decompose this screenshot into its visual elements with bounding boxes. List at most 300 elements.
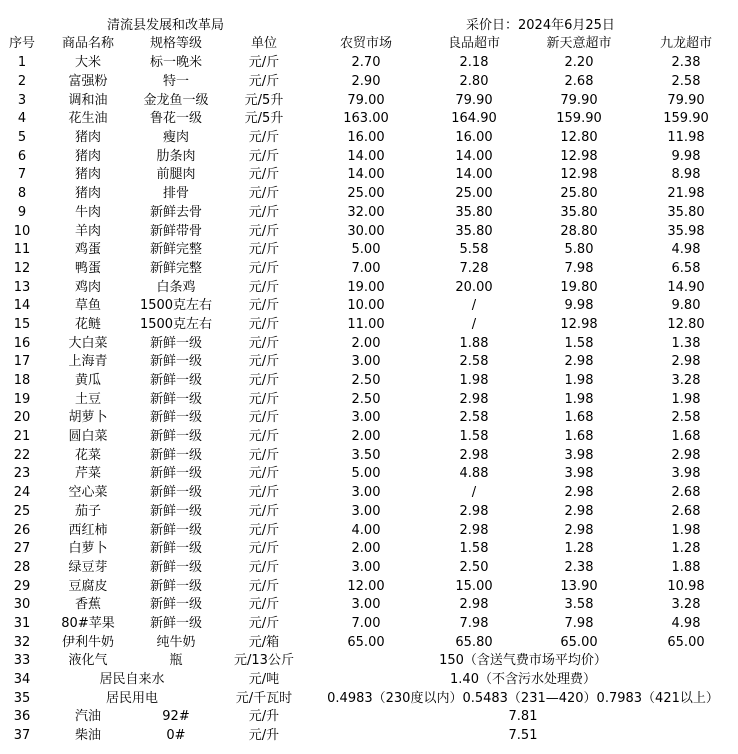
table-row <box>0 503 738 522</box>
table-row <box>0 91 738 110</box>
cell-xintianyi: 2.98 <box>564 354 594 370</box>
cell-unit: 元/吨 <box>248 672 280 688</box>
cell-unit: 元/斤 <box>248 167 280 183</box>
cell-spec: 排骨 <box>162 186 189 202</box>
cell-no: 17 <box>13 354 31 370</box>
cell-spec: 瘦肉 <box>162 130 189 146</box>
cell-xintianyi: 1.28 <box>564 541 594 557</box>
cell-jiulong: 2.58 <box>671 74 701 90</box>
table-row <box>0 521 738 540</box>
cell-no: 24 <box>13 485 31 501</box>
cell-no: 19 <box>13 391 31 407</box>
cell-spec: 新鲜一级 <box>149 615 202 631</box>
table-row <box>0 129 738 148</box>
cell-liangpin: / <box>471 298 477 314</box>
cell-name: 上海青 <box>68 354 108 370</box>
cell-spec: 肋条肉 <box>156 148 196 164</box>
cell-jiulong: 1.68 <box>671 429 701 445</box>
cell-liangpin: 20.00 <box>455 279 493 295</box>
cell-no: 30 <box>13 597 31 613</box>
cell-unit: 元/斤 <box>248 223 280 239</box>
cell-spec: 新鲜一级 <box>149 335 202 351</box>
cell-no: 1 <box>17 55 27 71</box>
cell-spec: 新鲜一级 <box>149 597 202 613</box>
cell-jiulong: 9.80 <box>671 298 701 314</box>
cell-farmers-market: 5.00 <box>351 466 381 482</box>
cell-farmers-market: 11.00 <box>347 316 385 332</box>
cell-xintianyi: 159.90 <box>556 111 602 127</box>
cell-liangpin: 2.98 <box>459 391 489 407</box>
cell-no: 27 <box>13 541 31 557</box>
cell-xintianyi: 19.80 <box>560 279 598 295</box>
table-row <box>0 147 738 166</box>
cell-liangpin: 2.98 <box>459 597 489 613</box>
cell-jiulong: 11.98 <box>667 130 705 146</box>
cell-farmers-market: 3.50 <box>351 447 381 463</box>
cell-xintianyi: 2.98 <box>564 503 594 519</box>
cell-name: 黄瓜 <box>74 373 101 389</box>
table-row <box>0 353 738 372</box>
cell-jiulong: 35.98 <box>667 223 705 239</box>
cell-farmers-market: 2.70 <box>351 55 381 71</box>
cell-xintianyi: 12.80 <box>560 130 598 146</box>
cell-farmers-market: 2.00 <box>351 429 381 445</box>
cell-unit: 元/升 <box>248 709 280 725</box>
cell-liangpin: / <box>471 485 477 501</box>
cell-spec: 新鲜完整 <box>149 242 202 258</box>
cell-unit: 元/13公斤 <box>234 653 294 669</box>
table-row-power <box>0 689 738 708</box>
cell-name: 大白菜 <box>68 335 108 351</box>
cell-jiulong: 2.98 <box>671 447 701 463</box>
table-row <box>0 222 738 241</box>
cell-liangpin: 2.98 <box>459 522 489 538</box>
cell-spec: 特一 <box>162 74 189 90</box>
cell-xintianyi: 3.98 <box>564 447 594 463</box>
cell-name: 调和油 <box>68 92 108 108</box>
cell-liangpin: 2.98 <box>459 503 489 519</box>
col-header-name: 商品名称 <box>61 36 114 51</box>
cell-xintianyi: 5.80 <box>564 242 594 258</box>
cell-liangpin: / <box>471 316 477 332</box>
cell-xintianyi: 2.98 <box>564 485 594 501</box>
cell-unit: 元/斤 <box>248 186 280 202</box>
table-row <box>0 577 738 596</box>
cell-xintianyi: 3.58 <box>564 597 594 613</box>
cell-jiulong: 3.28 <box>671 373 701 389</box>
cell-unit: 元/斤 <box>248 578 280 594</box>
cell-unit: 元/千瓦时 <box>235 690 293 706</box>
cell-farmers-market: 4.00 <box>351 522 381 538</box>
cell-jiulong: 3.98 <box>671 466 701 482</box>
cell-no: 21 <box>13 429 31 445</box>
table-row <box>0 633 738 652</box>
cell-farmers-market: 2.90 <box>351 74 381 90</box>
cell-jiulong: 1.28 <box>671 541 701 557</box>
table-row <box>0 185 738 204</box>
cell-xintianyi: 1.98 <box>564 391 594 407</box>
cell-name: 鸡肉 <box>74 279 101 295</box>
table-row <box>0 390 738 409</box>
cell-name: 白萝卜 <box>68 541 108 557</box>
cell-unit: 元/5升 <box>244 92 284 108</box>
cell-price-merged: 7.51 <box>508 728 538 744</box>
cell-no: 12 <box>13 260 31 276</box>
cell-jiulong: 1.38 <box>671 335 701 351</box>
cell-unit: 元/斤 <box>248 279 280 295</box>
cell-jiulong: 2.58 <box>671 410 701 426</box>
cell-liangpin: 2.18 <box>459 55 489 71</box>
cell-spec: 新鲜一级 <box>149 429 202 445</box>
cell-xintianyi: 28.80 <box>560 223 598 239</box>
cell-spec: 1500克左右 <box>139 298 213 314</box>
cell-xintianyi: 1.98 <box>564 373 594 389</box>
cell-spec: 新鲜完整 <box>149 260 202 276</box>
cell-no: 25 <box>13 503 31 519</box>
cell-xintianyi: 7.98 <box>564 615 594 631</box>
cell-name: 80#苹果 <box>61 615 115 631</box>
cell-no: 29 <box>13 578 31 594</box>
cell-unit: 元/斤 <box>248 447 280 463</box>
price-table <box>0 34 738 745</box>
cell-name: 土豆 <box>74 391 101 407</box>
cell-farmers-market: 163.00 <box>343 111 389 127</box>
cell-price-merged: 1.40（不含污水处理费） <box>450 672 596 688</box>
cell-unit: 元/斤 <box>248 503 280 519</box>
cell-jiulong: 14.90 <box>667 279 705 295</box>
cell-xintianyi: 9.98 <box>564 298 594 314</box>
cell-farmers-market: 16.00 <box>347 130 385 146</box>
header-row <box>0 34 738 54</box>
table-row <box>0 409 738 428</box>
cell-unit: 元/升 <box>248 728 280 744</box>
cell-spec: 新鲜一级 <box>149 559 202 575</box>
cell-jiulong: 3.28 <box>671 597 701 613</box>
cell-no: 6 <box>17 148 27 164</box>
cell-xintianyi: 79.90 <box>560 92 598 108</box>
table-row <box>0 54 738 73</box>
cell-liangpin: 2.50 <box>459 559 489 575</box>
cell-liangpin: 164.90 <box>451 111 497 127</box>
cell-name: 猪肉 <box>74 130 101 146</box>
cell-liangpin: 65.80 <box>455 634 493 650</box>
cell-spec: 新鲜一级 <box>149 485 202 501</box>
col-header-jiulong: 九龙超市 <box>659 36 712 51</box>
cell-xintianyi: 2.20 <box>564 55 594 71</box>
cell-jiulong: 159.90 <box>663 111 709 127</box>
cell-spec: 白条鸡 <box>156 279 196 295</box>
cell-name: 花鲢 <box>74 316 101 332</box>
table-row <box>0 559 738 578</box>
cell-spec: 新鲜一级 <box>149 373 202 389</box>
cell-unit: 元/斤 <box>248 74 280 90</box>
cell-no: 23 <box>13 466 31 482</box>
cell-farmers-market: 25.00 <box>347 186 385 202</box>
cell-name: 牛肉 <box>74 204 101 220</box>
cell-spec: 新鲜一级 <box>149 391 202 407</box>
cell-spec: 纯牛奶 <box>156 634 196 650</box>
cell-jiulong: 65.00 <box>667 634 705 650</box>
table-row-diesel <box>0 727 738 746</box>
cell-liangpin: 1.88 <box>459 335 489 351</box>
cell-xintianyi: 1.68 <box>564 410 594 426</box>
cell-no: 33 <box>13 653 31 669</box>
cell-no: 18 <box>13 373 31 389</box>
cell-no: 26 <box>13 522 31 538</box>
cell-no: 35 <box>13 690 31 706</box>
cell-name: 豆腐皮 <box>68 578 108 594</box>
cell-unit: 元/斤 <box>248 55 280 71</box>
cell-jiulong: 9.98 <box>671 148 701 164</box>
cell-spec: 新鲜一级 <box>149 466 202 482</box>
cell-xintianyi: 35.80 <box>560 204 598 220</box>
table-row <box>0 260 738 279</box>
cell-liangpin: 1.58 <box>459 541 489 557</box>
table-body <box>0 54 738 745</box>
cell-name: 富强粉 <box>68 74 108 90</box>
cell-jiulong: 10.98 <box>667 578 705 594</box>
cell-spec: 新鲜一级 <box>149 522 202 538</box>
cell-farmers-market: 2.50 <box>351 391 381 407</box>
table-row <box>0 334 738 353</box>
cell-liangpin: 14.00 <box>455 148 493 164</box>
cell-farmers-market: 3.00 <box>351 354 381 370</box>
col-header-unit: 单位 <box>250 36 277 51</box>
cell-name: 鸭蛋 <box>74 260 101 276</box>
cell-no: 14 <box>13 298 31 314</box>
cell-xintianyi: 1.58 <box>564 335 594 351</box>
cell-spec: 1500克左右 <box>139 316 213 332</box>
cell-jiulong: 4.98 <box>671 615 701 631</box>
cell-unit: 元/斤 <box>248 597 280 613</box>
cell-xintianyi: 1.68 <box>564 429 594 445</box>
cell-price-merged: 7.81 <box>508 709 538 725</box>
cell-farmers-market: 3.00 <box>351 559 381 575</box>
cell-unit: 元/斤 <box>248 260 280 276</box>
cell-unit: 元/斤 <box>248 429 280 445</box>
cell-jiulong: 2.68 <box>671 485 701 501</box>
cell-spec: 瓶 <box>169 653 183 669</box>
cell-unit: 元/斤 <box>248 410 280 426</box>
cell-farmers-market: 30.00 <box>347 223 385 239</box>
cell-name: 空心菜 <box>68 485 108 501</box>
table-row <box>0 596 738 615</box>
cell-no: 15 <box>13 316 31 332</box>
table-row <box>0 110 738 129</box>
cell-jiulong: 8.98 <box>671 167 701 183</box>
cell-farmers-market: 32.00 <box>347 204 385 220</box>
cell-liangpin: 79.90 <box>455 92 493 108</box>
table-row <box>0 615 738 634</box>
cell-no: 20 <box>13 410 31 426</box>
cell-unit: 元/斤 <box>248 298 280 314</box>
cell-name: 茄子 <box>74 503 101 519</box>
cell-spec: 新鲜一级 <box>149 503 202 519</box>
cell-farmers-market: 3.00 <box>351 597 381 613</box>
cell-liangpin: 2.58 <box>459 354 489 370</box>
cell-unit: 元/斤 <box>248 316 280 332</box>
cell-no: 32 <box>13 634 31 650</box>
table-row-lpg <box>0 652 738 671</box>
cell-xintianyi: 2.68 <box>564 74 594 90</box>
cell-jiulong: 1.98 <box>671 522 701 538</box>
cell-xintianyi: 65.00 <box>560 634 598 650</box>
cell-farmers-market: 2.50 <box>351 373 381 389</box>
cell-name: 鸡蛋 <box>74 242 101 258</box>
table-row <box>0 484 738 503</box>
cell-price-merged: 150（含送气费市场平均价） <box>439 653 607 669</box>
cell-name: 猪肉 <box>74 167 101 183</box>
cell-no: 11 <box>13 242 31 258</box>
cell-no: 28 <box>13 559 31 575</box>
cell-jiulong: 35.80 <box>667 204 705 220</box>
cell-farmers-market: 7.00 <box>351 260 381 276</box>
table-row <box>0 372 738 391</box>
cell-xintianyi: 25.80 <box>560 186 598 202</box>
cell-spec: 新鲜一级 <box>149 578 202 594</box>
cell-spec: 标一晚米 <box>149 55 202 71</box>
cell-liangpin: 2.58 <box>459 410 489 426</box>
cell-liangpin: 35.80 <box>455 223 493 239</box>
cell-farmers-market: 19.00 <box>347 279 385 295</box>
cell-spec: 新鲜带骨 <box>149 223 202 239</box>
cell-no: 9 <box>17 204 27 220</box>
cell-liangpin: 4.88 <box>459 466 489 482</box>
cell-liangpin: 7.98 <box>459 615 489 631</box>
cell-liangpin: 15.00 <box>455 578 493 594</box>
cell-name: 汽油 <box>74 709 101 725</box>
table-row <box>0 166 738 185</box>
cell-spec: 0# <box>166 728 186 744</box>
cell-liangpin: 2.80 <box>459 74 489 90</box>
survey-date: 采价日：2024年6月25日 <box>466 18 615 33</box>
cell-name: 居民自来水 <box>99 672 165 688</box>
cell-jiulong: 2.98 <box>671 354 701 370</box>
cell-unit: 元/斤 <box>248 391 280 407</box>
cell-unit: 元/斤 <box>248 148 280 164</box>
cell-spec: 前腿肉 <box>156 167 196 183</box>
table-row <box>0 241 738 260</box>
cell-jiulong: 1.88 <box>671 559 701 575</box>
cell-farmers-market: 10.00 <box>347 298 385 314</box>
cell-name: 羊肉 <box>74 223 101 239</box>
cell-unit: 元/斤 <box>248 204 280 220</box>
cell-no: 31 <box>13 615 31 631</box>
cell-no: 36 <box>13 709 31 725</box>
cell-name: 柴油 <box>74 728 101 744</box>
cell-unit: 元/斤 <box>248 615 280 631</box>
cell-no: 34 <box>13 672 31 688</box>
cell-unit: 元/斤 <box>248 466 280 482</box>
col-header-xintianyi: 新天意超市 <box>546 36 612 51</box>
cell-name: 居民用电 <box>105 690 158 706</box>
table-row <box>0 278 738 297</box>
cell-name: 西红柿 <box>68 522 108 538</box>
cell-name: 花菜 <box>74 447 101 463</box>
cell-name: 花生油 <box>68 111 108 127</box>
cell-liangpin: 1.98 <box>459 373 489 389</box>
cell-liangpin: 35.80 <box>455 204 493 220</box>
cell-farmers-market: 79.00 <box>347 92 385 108</box>
cell-name: 绿豆芽 <box>68 559 108 575</box>
cell-farmers-market: 3.00 <box>351 485 381 501</box>
table-row <box>0 540 738 559</box>
cell-xintianyi: 12.98 <box>560 167 598 183</box>
col-header-liangpin: 良品超市 <box>447 36 500 51</box>
cell-unit: 元/斤 <box>248 130 280 146</box>
table-row <box>0 297 738 316</box>
cell-xintianyi: 2.38 <box>564 559 594 575</box>
cell-unit: 元/斤 <box>248 522 280 538</box>
cell-spec: 鲁花一级 <box>149 111 202 127</box>
cell-liangpin: 16.00 <box>455 130 493 146</box>
col-header-no: 序号 <box>8 36 35 51</box>
cell-xintianyi: 2.98 <box>564 522 594 538</box>
cell-no: 37 <box>13 728 31 744</box>
cell-farmers-market: 3.00 <box>351 503 381 519</box>
cell-name: 猪肉 <box>74 186 101 202</box>
cell-jiulong: 21.98 <box>667 186 705 202</box>
cell-spec: 新鲜一级 <box>149 354 202 370</box>
table-row <box>0 316 738 335</box>
cell-spec: 新鲜一级 <box>149 541 202 557</box>
cell-no: 4 <box>17 111 27 127</box>
table-row <box>0 446 738 465</box>
cell-jiulong: 1.98 <box>671 391 701 407</box>
cell-no: 8 <box>17 186 27 202</box>
cell-farmers-market: 14.00 <box>347 167 385 183</box>
cell-unit: 元/斤 <box>248 373 280 389</box>
cell-name: 液化气 <box>68 653 108 669</box>
cell-xintianyi: 7.98 <box>564 260 594 276</box>
table-row-water <box>0 671 738 690</box>
cell-unit: 元/斤 <box>248 354 280 370</box>
cell-unit: 元/斤 <box>248 242 280 258</box>
cell-no: 2 <box>17 74 27 90</box>
cell-no: 10 <box>13 223 31 239</box>
cell-jiulong: 2.68 <box>671 503 701 519</box>
cell-farmers-market: 2.00 <box>351 541 381 557</box>
cell-jiulong: 4.98 <box>671 242 701 258</box>
cell-liangpin: 1.58 <box>459 429 489 445</box>
cell-jiulong: 6.58 <box>671 260 701 276</box>
cell-farmers-market: 65.00 <box>347 634 385 650</box>
cell-farmers-market: 3.00 <box>351 410 381 426</box>
cell-no: 16 <box>13 335 31 351</box>
col-header-farmers-market: 农贸市场 <box>339 36 392 51</box>
cell-xintianyi: 12.98 <box>560 148 598 164</box>
cell-unit: 元/斤 <box>248 541 280 557</box>
cell-spec: 新鲜一级 <box>149 447 202 463</box>
cell-unit: 元/斤 <box>248 559 280 575</box>
cell-liangpin: 7.28 <box>459 260 489 276</box>
cell-liangpin: 25.00 <box>455 186 493 202</box>
cell-name: 芹菜 <box>74 466 101 482</box>
cell-spec: 金龙鱼一级 <box>143 92 209 108</box>
cell-name: 胡萝卜 <box>68 410 108 426</box>
table-row-petrol <box>0 708 738 727</box>
cell-spec: 92# <box>162 709 190 725</box>
cell-no: 5 <box>17 130 27 146</box>
cell-liangpin: 14.00 <box>455 167 493 183</box>
cell-jiulong: 12.80 <box>667 316 705 332</box>
cell-jiulong: 2.38 <box>671 55 701 71</box>
cell-liangpin: 2.98 <box>459 447 489 463</box>
cell-farmers-market: 12.00 <box>347 578 385 594</box>
cell-name: 大米 <box>74 55 101 71</box>
cell-unit: 元/斤 <box>248 335 280 351</box>
agency-title: 清流县发展和改革局 <box>107 18 225 33</box>
